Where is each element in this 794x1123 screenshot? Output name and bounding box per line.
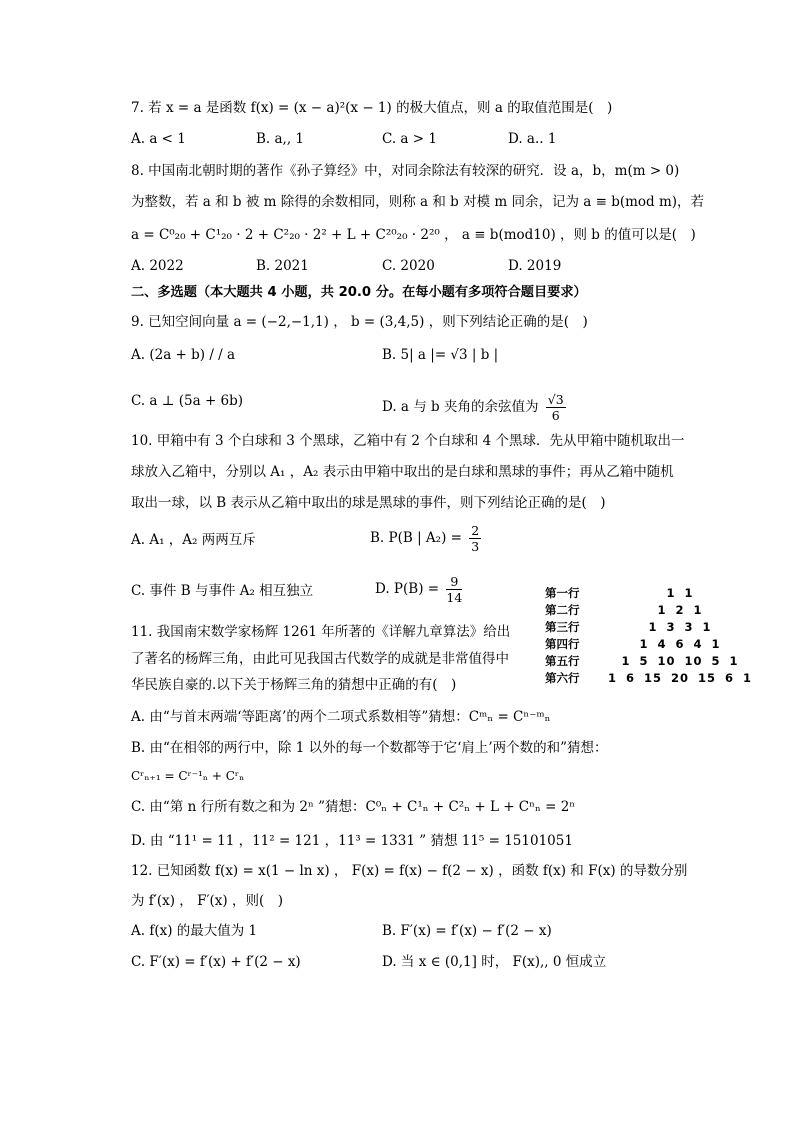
q10-option-d-fraction (446, 574, 462, 605)
q11-option-a: A. 由“与首末两端‘等距离’的两个二项式系数相等”猜想：Cᵐₙ = Cⁿ⁻ᵐₙ (131, 709, 551, 725)
q12-line-1: 12. 已知函数 f(x) = x(1 − ln x) ， F(x) = f(x) − f(2 − x) ，函数 f(x) 和 F(x) 的导数分别 (131, 863, 688, 879)
q8-option-c: C. 2020 (382, 258, 435, 274)
triangle-row-values: 1 5 10 10 5 1 (621, 654, 739, 668)
q10-option-d-text: D. P(B) = (375, 581, 440, 597)
q10-line-2: 球放入乙箱中，分别以 A₁ ，A₂ 表示由甲箱中取出的是白球和黑球的事件；再从乙箱中随机 (131, 464, 674, 480)
q12-option-c: C. F′(x) = f′(x) + f′(2 − x) (131, 954, 301, 970)
q8-line-2: 为整数，若 a 和 b 被 m 除得的余数相同，则称 a 和 b 对模 m 同余，记为 a ≡ b(mod m)，若 (131, 194, 705, 210)
triangle-row-values: 1 4 6 4 1 (639, 637, 721, 651)
q11-option-b-formula: Cʳₙ₊₁ = Cʳ⁻¹ₙ + Cʳₙ (131, 769, 245, 783)
q11-line-2: 了著名的杨辉三角，由此可见我国古代数学的成就是非常值得中 (131, 651, 509, 667)
q8-line-1: 8. 中国南北朝时期的著作《孙子算经》中，对同余除法有较深的研究．设 a，b，m(m > 0) (131, 163, 680, 179)
q7-option-d: D. a.. 1 (508, 131, 557, 147)
q11-line-1: 11. 我国南宋数学家杨辉 1261 年所著的《详解九章算法》给出 (131, 624, 511, 640)
q10-option-d-numerator: 9 (446, 574, 462, 590)
q7-option-c: C. a > 1 (382, 131, 437, 147)
q10-option-b (370, 523, 481, 554)
q9-option-a: A. (2a + b) / / a (131, 347, 236, 363)
q11-line-3: 华民族自豪的.以下关于杨辉三角的猜想中正确的有( ) (131, 677, 457, 693)
q7-option-a: A. a < 1 (131, 131, 186, 147)
triangle-row-label: 第六行 (545, 671, 580, 685)
q12-option-d: D. 当 x ∈ (0,1] 时， F(x),, 0 恒成立 (382, 954, 607, 970)
q9-option-b: B. 5| a |= √3 | b | (382, 347, 499, 363)
triangle-row-label: 第三行 (545, 620, 580, 634)
q9-option-d-text: D. a 与 b 夹角的余弦值为 (382, 399, 539, 415)
q10-line-3: 取出一球，以 B 表示从乙箱中取出的球是黑球的事件，则下列结论正确的是( ) (131, 495, 606, 511)
q9-option-c: C. a ⊥ (5a + 6b) (131, 393, 244, 409)
q9-option-d-numerator: √3 (547, 392, 564, 407)
triangle-row-values: 1 2 1 (657, 603, 703, 617)
q7-option-b: B. a,, 1 (256, 131, 305, 147)
q8-option-a: A. 2022 (131, 258, 184, 274)
q8-option-d: D. 2019 (508, 258, 562, 274)
triangle-row-label: 第一行 (545, 586, 580, 600)
q10-option-d-denominator: 14 (446, 590, 463, 605)
q11-option-d: D. 由 “11¹ = 11 ，11² = 121 ，11³ = 1331 ” 猜想 11⁵ = 15101051 (131, 833, 573, 849)
q9-stem: 9. 已知空间向量 a = (−2,−1,1) ， b = (3,4,5) ，则下列结论正确的是( ) (131, 314, 588, 330)
triangle-row-label: 第五行 (545, 654, 580, 668)
q7-stem: 7. 若 x = a 是函数 f(x) = (x − a)²(x − 1) 的极大值点，则 a 的取值范围是( ) (131, 100, 613, 116)
q11-option-c: C. 由“第 n 行所有数之和为 2ⁿ ”猜想：C⁰ₙ + C¹ₙ + C²ₙ + L + Cⁿₙ = 2ⁿ (131, 799, 576, 815)
q11-option-b: B. 由“在相邻的两行中，除 1 以外的每一个数都等于它‘肩上’两个数的和”猜想： (131, 740, 608, 756)
q9-option-d (382, 392, 566, 423)
section-heading-multiple-choice: 二、多选题（本大题共 4 小题，共 20.0 分。在每小题有多项符合题目要求） (131, 285, 587, 300)
triangle-row-values: 1 1 (666, 586, 694, 600)
triangle-row-values: 1 6 15 20 15 6 1 (607, 671, 753, 685)
q10-option-a: A. A₁ ，A₂ 两两互斥 (131, 532, 256, 548)
q10-option-b-fraction (469, 523, 481, 554)
q10-option-d (375, 574, 462, 605)
q10-option-b-denominator: 3 (471, 539, 480, 554)
q12-option-a: A. f(x) 的最大值为 1 (131, 923, 258, 939)
q8-line-3: a = C⁰₂₀ + C¹₂₀ · 2 + C²₂₀ · 2² + L + C²⁰₂₀ · 2²⁰ ， a ≡ b(mod10) ，则 b 的值可以是( ) (131, 227, 696, 243)
q10-line-1: 10. 甲箱中有 3 个白球和 3 个黑球，乙箱中有 2 个白球和 4 个黑球．先从甲箱中随机取出一 (131, 433, 685, 449)
q10-option-b-numerator: 2 (471, 523, 480, 538)
q9-option-d-fraction (546, 392, 566, 423)
triangle-row-label: 第四行 (545, 637, 580, 651)
q10-option-b-text: B. P(B | A₂) = (370, 530, 462, 546)
q8-option-b: B. 2021 (256, 258, 309, 274)
q10-option-c: C. 事件 B 与事件 A₂ 相互独立 (131, 583, 314, 599)
q12-line-2: 为 f′(x) ， F′(x) ，则( ) (131, 893, 283, 909)
triangle-row-values: 1 3 3 1 (648, 620, 712, 634)
triangle-row-label: 第二行 (545, 603, 580, 617)
q12-option-b: B. F′(x) = f′(x) − f′(2 − x) (382, 923, 552, 939)
q9-option-d-denominator: 6 (551, 408, 560, 423)
